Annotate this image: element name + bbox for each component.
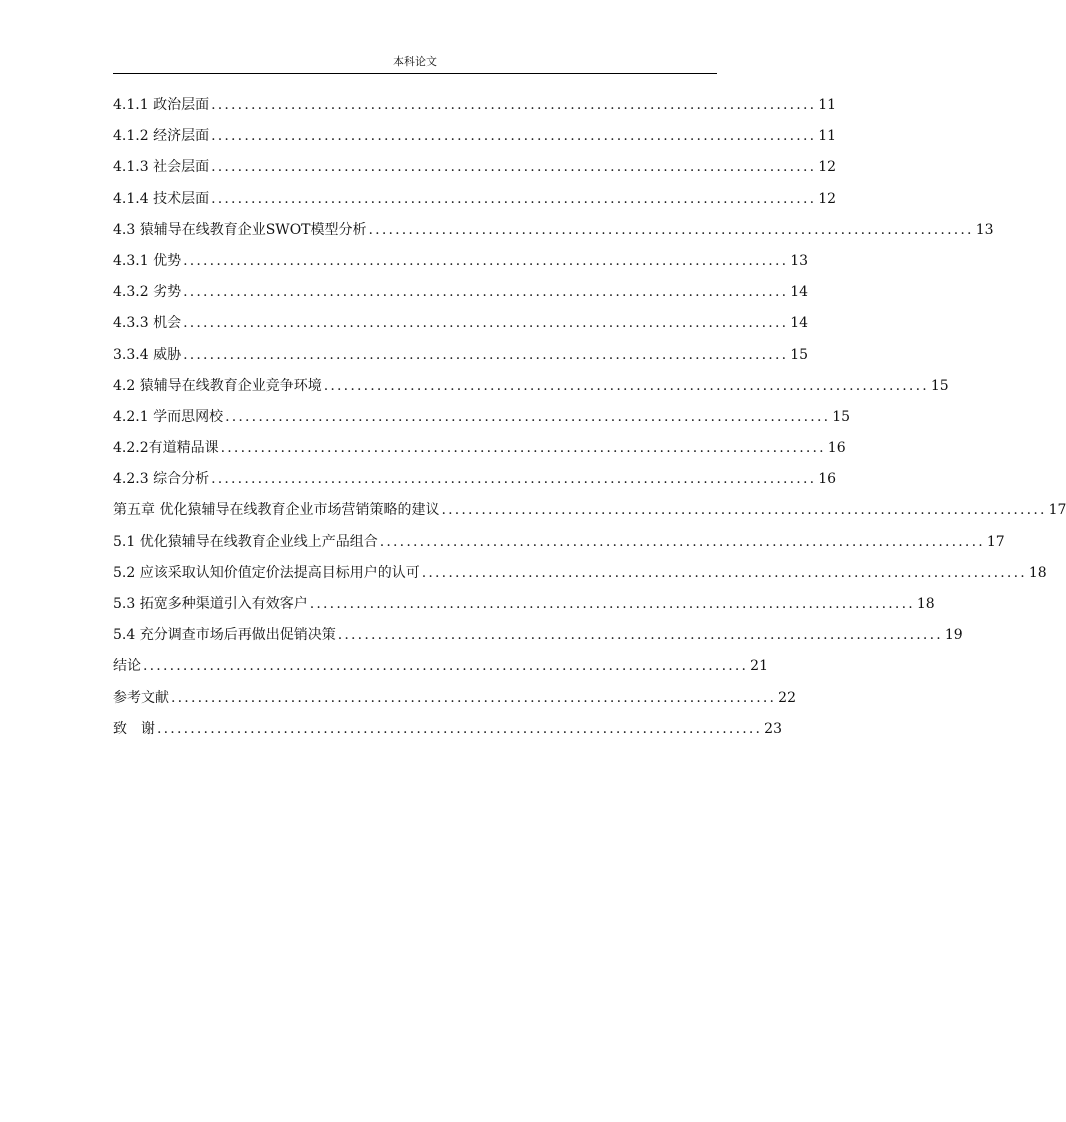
toc-entry[interactable] [113,500,1066,531]
toc-leader-dots: ........................................................................................... [183,346,789,363]
toc-entry-title: 参考文献 [113,689,169,706]
toc-entry[interactable] [113,719,782,750]
toc-entry-title: 4.3.1 优势 [113,252,182,269]
toc-entry[interactable] [113,563,1047,594]
toc-entry-page: 16 [818,471,837,488]
toc-entry[interactable] [113,251,809,282]
toc-entry-title: 5.3 拓宽多种渠道引入有效客户 [113,596,308,612]
toc-entry-page: 14 [790,284,809,301]
toc-entry-title: 4.3 猿辅导在线教育企业SWOT模型分析 [113,221,367,238]
toc-entry-page: 13 [790,252,809,269]
toc-leader-dots: ........................................................................................... [379,533,985,550]
toc-entry[interactable] [113,656,768,687]
toc-leader-dots: ........................................................................................... [183,315,789,332]
toc-entry-title: 4.1.2 经济层面 [113,128,210,145]
toc-leader-dots: ........................................................................................... [171,689,777,706]
toc-entry-page: 11 [818,97,837,113]
toc-entry-page: 13 [975,221,994,238]
toc-entry[interactable] [113,313,809,344]
toc-entry-page: 12 [818,190,837,207]
toc-entry[interactable] [113,625,963,656]
toc-leader-dots: ........................................................................................... [143,658,749,675]
toc-entry[interactable] [113,688,796,719]
table-of-contents [113,95,1066,750]
toc-entry-title: 4.2.1 学而思网校 [113,408,224,425]
toc-leader-dots: ........................................................................................... [211,97,817,113]
toc-entry-title: 4.2.2有道精品课 [113,440,219,457]
toc-entry-title: 5.4 充分调查市场后再做出促销决策 [113,627,336,644]
toc-entry-title: 致 谢 [113,720,155,737]
toc-entry-title: 4.1.3 社会层面 [113,159,210,176]
toc-entry-page: 23 [764,720,782,737]
toc-entry[interactable] [113,594,935,625]
toc-entry-title: 4.2 猿辅导在线教育企业竞争环境 [113,377,322,394]
toc-entry[interactable] [113,345,809,376]
toc-leader-dots: ........................................................................................... [211,128,817,145]
toc-entry-page: 11 [818,128,837,145]
toc-entry-page: 14 [790,315,809,332]
toc-entry[interactable] [113,438,846,469]
toc-leader-dots: ........................................................................................... [323,377,929,394]
toc-entry-title: 3.3.4 威胁 [113,346,182,363]
toc-leader-dots: ........................................................................................... [441,502,1047,519]
toc-leader-dots: ........................................................................................... [368,221,974,238]
toc-entry-page: 16 [827,440,846,457]
toc-entry[interactable] [113,189,837,220]
toc-leader-dots: ........................................................................................... [225,408,831,425]
toc-entry[interactable] [113,282,809,313]
toc-leader-dots: ........................................................................................... [309,596,915,612]
toc-entry[interactable] [113,469,837,500]
toc-entry-title: 4.1.1 政治层面 [113,97,210,113]
toc-leader-dots: ........................................................................................... [157,720,763,737]
toc-entry-page: 12 [818,159,837,176]
toc-entry-page: 15 [930,377,949,394]
toc-entry-page: 15 [790,346,809,363]
toc-leader-dots: ........................................................................................... [421,564,1027,581]
toc-entry-title: 4.3.2 劣势 [113,284,182,301]
toc-entry[interactable] [113,126,837,157]
toc-entry[interactable] [113,376,949,407]
toc-leader-dots: ........................................................................................... [183,284,789,301]
toc-entry-page: 17 [986,533,1005,550]
toc-entry-title: 5.1 优化猿辅导在线教育企业线上产品组合 [113,533,378,550]
toc-entry[interactable] [113,220,994,251]
toc-leader-dots: ........................................................................................... [211,190,817,207]
toc-entry-title: 4.3.3 机会 [113,315,182,332]
toc-entry-title: 结论 [113,658,141,675]
toc-entry-title: 4.2.3 综合分析 [113,471,210,488]
page-header: 本科论文 [393,55,437,68]
toc-leader-dots: ........................................................................................... [220,440,826,457]
toc-leader-dots: ........................................................................................... [183,252,789,269]
toc-entry-page: 22 [778,689,796,706]
toc-entry[interactable] [113,95,837,126]
toc-entry-page: 17 [1048,502,1066,519]
toc-entry[interactable] [113,407,851,438]
toc-entry-page: 18 [1028,564,1047,581]
toc-entry-page: 19 [944,627,963,644]
toc-entry-title: 第五章 优化猿辅导在线教育企业市场营销策略的建议 [113,502,440,519]
toc-entry-page: 15 [832,408,851,425]
header-divider [113,73,717,74]
toc-entry-page: 21 [750,658,768,675]
toc-entry[interactable] [113,532,1005,563]
toc-leader-dots: ........................................................................................... [211,471,817,488]
toc-entry-page: 18 [916,596,935,612]
toc-entry-title: 4.1.4 技术层面 [113,190,210,207]
toc-entry-title: 5.2 应该采取认知价值定价法提高目标用户的认可 [113,564,420,581]
toc-entry[interactable] [113,157,837,188]
toc-leader-dots: ........................................................................................... [211,159,817,176]
toc-leader-dots: ........................................................................................... [337,627,943,644]
